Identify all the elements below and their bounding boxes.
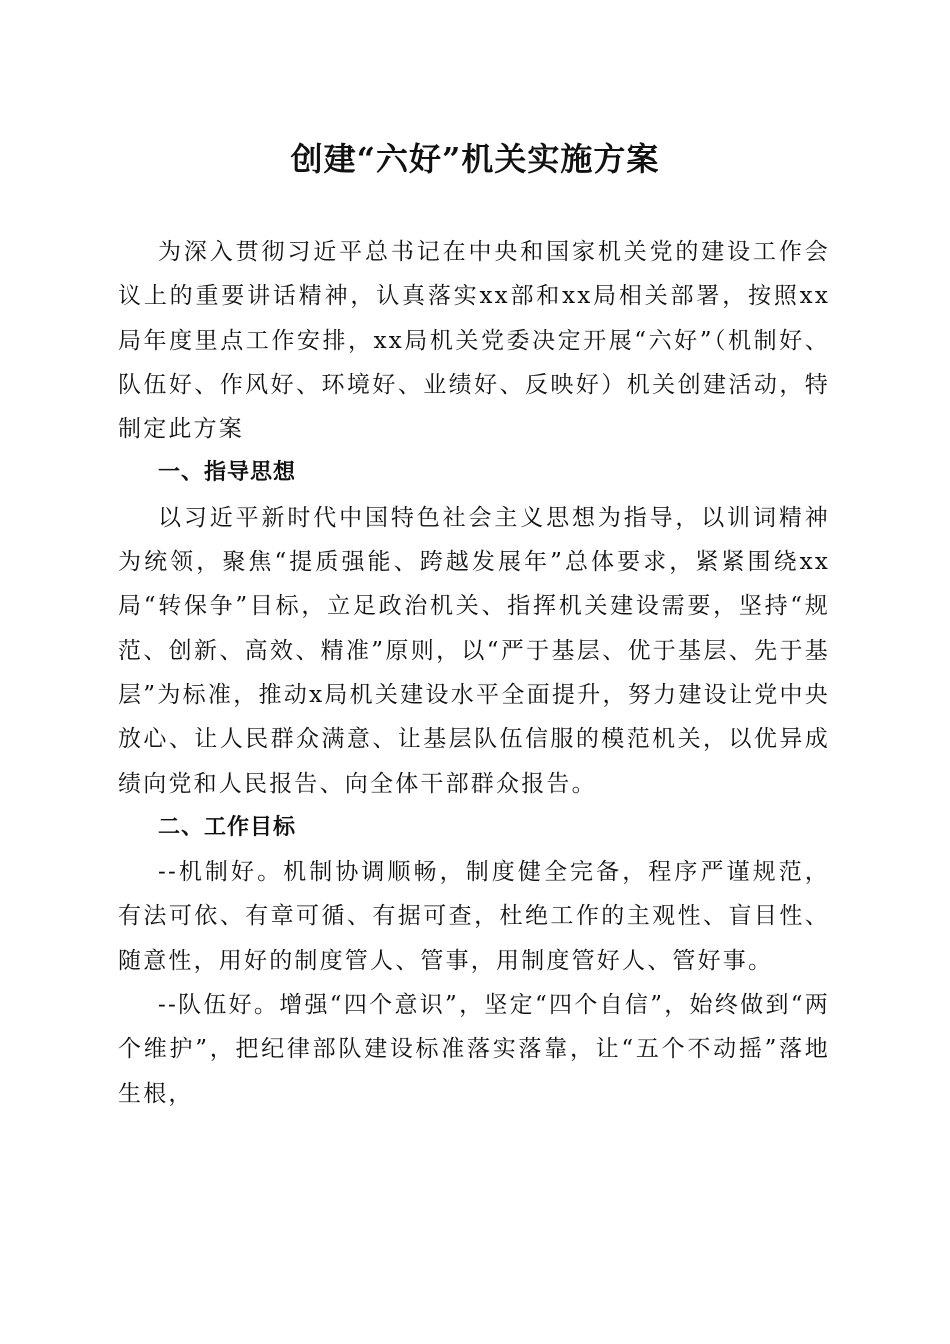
guiding-ideology-paragraph: 以习近平新时代中国特色社会主义思想为指导，以训词精神为统领，聚焦“提质强能、跨越发展年”总体要求，紧紧围绕xx局“转保争”目标，立足政治机关、指挥机关建设需要，坚持“规范、创新、高效、精准”原则，以“严于基层、优于基层、先于基层”为标准，推动x局机关建设水平全面提升，努力建设让党中央放心、让人民群众满意、让基层队伍信服的模范机关，以优异成绩向党和人民报告、向全体干部群众报告。 xyxy=(118,504,830,797)
section-heading-work-goals: 二、工作目标 xyxy=(158,814,297,840)
intro-paragraph: 为深入贯彻习近平总书记在中央和国家机关党的建设工作会议上的重要讲话精神，认真落实xx部和xx局相关部署，按照xx局年度里点工作安排，xx局机关党委决定开展“六好”（机制好、队伍好、作风好、环境好、业绩好、反映好）机关创建活动，特制定此方案 xyxy=(118,239,830,443)
goal-item-mechanism: --机制好。机制协调顺畅，制度健全完备，程序严谨规范，有法可依、有章可循、有据可查，杜绝工作的主观性、盲目性、随意性，用好的制度管人、管事，用制度管好人、管好事。 xyxy=(118,859,830,974)
document-body xyxy=(118,230,830,1116)
section-heading-guiding-ideology: 一、指导思想 xyxy=(158,460,297,486)
goal-item-team: --队伍好。增强“四个意识”，坚定“四个自信”，始终做到“两个维护”，把纪律部队建设标准落实落靠，让“五个不动摇”落地生根， xyxy=(118,992,830,1107)
document-title: 创建“六好”机关实施方案 xyxy=(290,140,660,178)
